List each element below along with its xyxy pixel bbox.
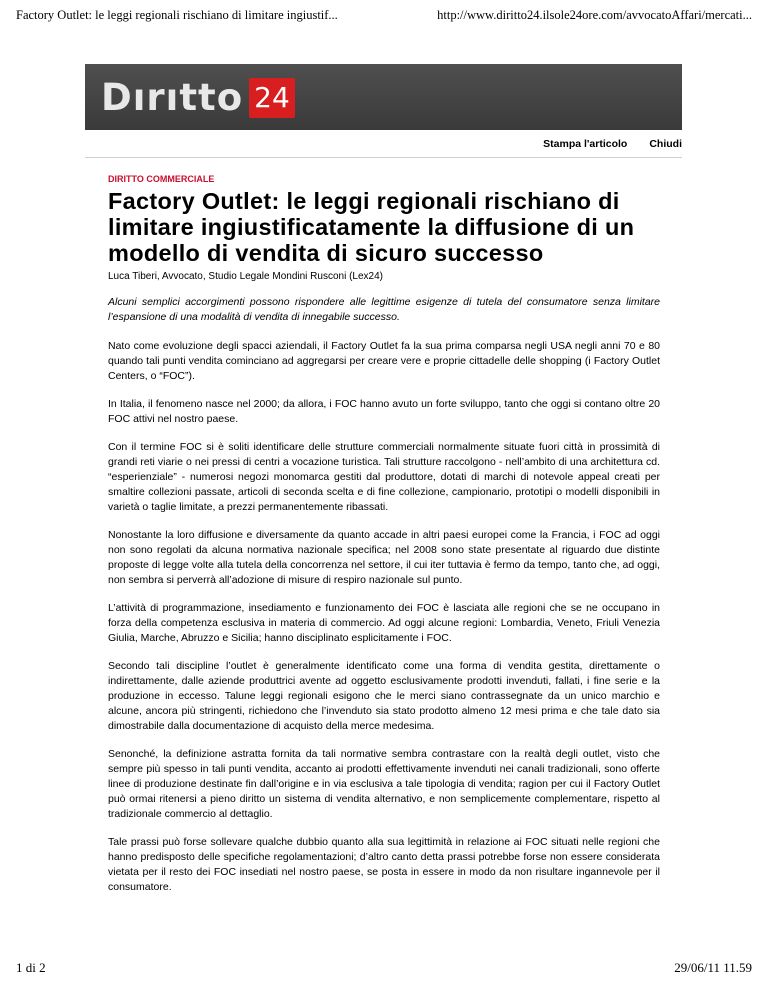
divider [85,157,682,158]
print-header-title: Factory Outlet: le leggi regionali rischiano di limitare ingiustif... [16,8,338,22]
logo-wordmark: Dırıtto [101,76,244,119]
article-lead: Alcuni semplici accorgimenti possono rispondere alle legittime esigenze di tutela del consumatore senza limitare l’espansione di una modalità di vendita di innegabile successo. [108,296,660,323]
print-article-link[interactable]: Stampa l'articolo [543,138,628,150]
diritto24-logo[interactable] [101,76,295,120]
site-banner [85,64,682,130]
print-header [16,8,752,23]
article-paragraph: Secondo tali discipline l’outlet è generalmente identificato come una forma di vendita gestita, direttamente o indirettamente, dalle aziende produttrici avente ad oggetto esclusivamente prodotti invenduti, fallati, i fine serie e la produzione in eccesso. Talune leggi regionali esigono che le merci siano contrassegnate da un unico marchio e alcune, ancora più stringenti, richiedono che l’invenduto sia stato prodotto almeno 12 mesi prima e che tale dato sia dimostrabile dalla documentazione di acquisto della merce medesima. [108,660,660,732]
article-paragraph: Con il termine FOC si è soliti identificare delle strutture commerciali normalmente situate fuori città in prossimità di grandi reti viarie o nei pressi di centri a vocazione turistica. Tali strutture raccolgono - nell’ambito di una architettura cd. “esperienziale” - numerosi negozi monomarca gestiti dal produttore, dotati di marchi di notevole appeal creati per smaltire collezioni passate, articoli di seconda scelta e di fine collezione, campionario, prototipi o modelli disponibili in varietà o taglie limitate, a prezzi permanentemente ribassati. [108,441,660,513]
article-paragraph: L’attività di programmazione, insediamento e funzionamento dei FOC è lasciata alle regioni che se ne occupano in forza della competenza esclusiva in materia di commercio. Ad oggi alcune regioni: Lombardia, Veneto, Friuli Venezia Giulia, Marche, Abruzzo e Sicilia; hanno disciplinato esplicitamente i FOC. [108,602,660,644]
article-title: Factory Outlet: le leggi regionali rischiano di limitare ingiustificatamente la diffusione di un modello di vendita di sicuro successo [108,188,635,266]
article-paragraph: Nato come evoluzione degli spacci aziendali, il Factory Outlet fa la sua prima comparsa negli USA negli anni 70 e 80 quando tali punti vendita cominciano ad aggregarsi per creare vere e proprie cittadelle delle shopping (i Factory Outlet Centers, o “FOC”). [108,340,660,382]
article-author: Luca Tiberi, Avvocato, Studio Legale Mondini Rusconi (Lex24) [108,271,383,282]
article-paragraph: Tale prassi può forse sollevare qualche dubbio quanto alla sua legittimità in relazione ai FOC situati nelle regioni che hanno predisposto delle specifiche regolamentazioni; d’altro canto detta prassi potrebbe forse non essere considerata vietata per il resto dei FOC insediati nel nostro paese, se posta in essere in modo da non risultare ingannevole per il consumatore. [108,836,660,893]
print-datetime: 29/06/11 11.59 [674,960,752,975]
section-label[interactable]: DIRITTO COMMERCIALE [108,174,215,184]
print-footer [16,960,752,976]
print-header-url: http://www.diritto24.ilsole24ore.com/avvocatoAffari/mercati... [437,8,752,22]
logo-number-badge: 24 [249,78,295,118]
page-counter: 1 di 2 [16,960,46,975]
article-paragraph: Senonché, la definizione astratta fornita da tali normative sembra contrastare con la realtà degli outlet, visto che sempre più spesso in tali punti vendita, accanto ai prodotti effettivamente invenduti nei canali tradizionali, sono offerte linee di produzione destinate fin dall’origine e in via esclusiva a tale tipologia di vendita; ragion per cui il Factory Outlet può ormai ritenersi a pieno diritto un sistema di vendita alternativo, e non semplicemente complementare, rispetto al tradizionale commercio al dettaglio. [108,748,660,820]
article [108,174,660,908]
close-link[interactable]: Chiudi [649,138,682,150]
article-paragraph: Nonostante la loro diffusione e diversamente da quanto accade in altri paesi europei come la Francia, i FOC ad oggi non sono regolati da alcuna normativa nazionale specifica; nel 2008 sono state presentate al riguardo due distinte proposte di legge volte alla tutela della concorrenza nel settore, il cui iter tuttavia è fermo da tempo, tanto che, ad oggi, non sembra si perverrà all’adozione di misure di respiro nazionale sul punto. [108,529,660,586]
article-toolbar [85,138,682,150]
article-paragraph: In Italia, il fenomeno nasce nel 2000; da allora, i FOC hanno avuto un forte sviluppo, tanto che oggi si contano oltre 20 FOC attivi nel nostro paese. [108,398,660,425]
